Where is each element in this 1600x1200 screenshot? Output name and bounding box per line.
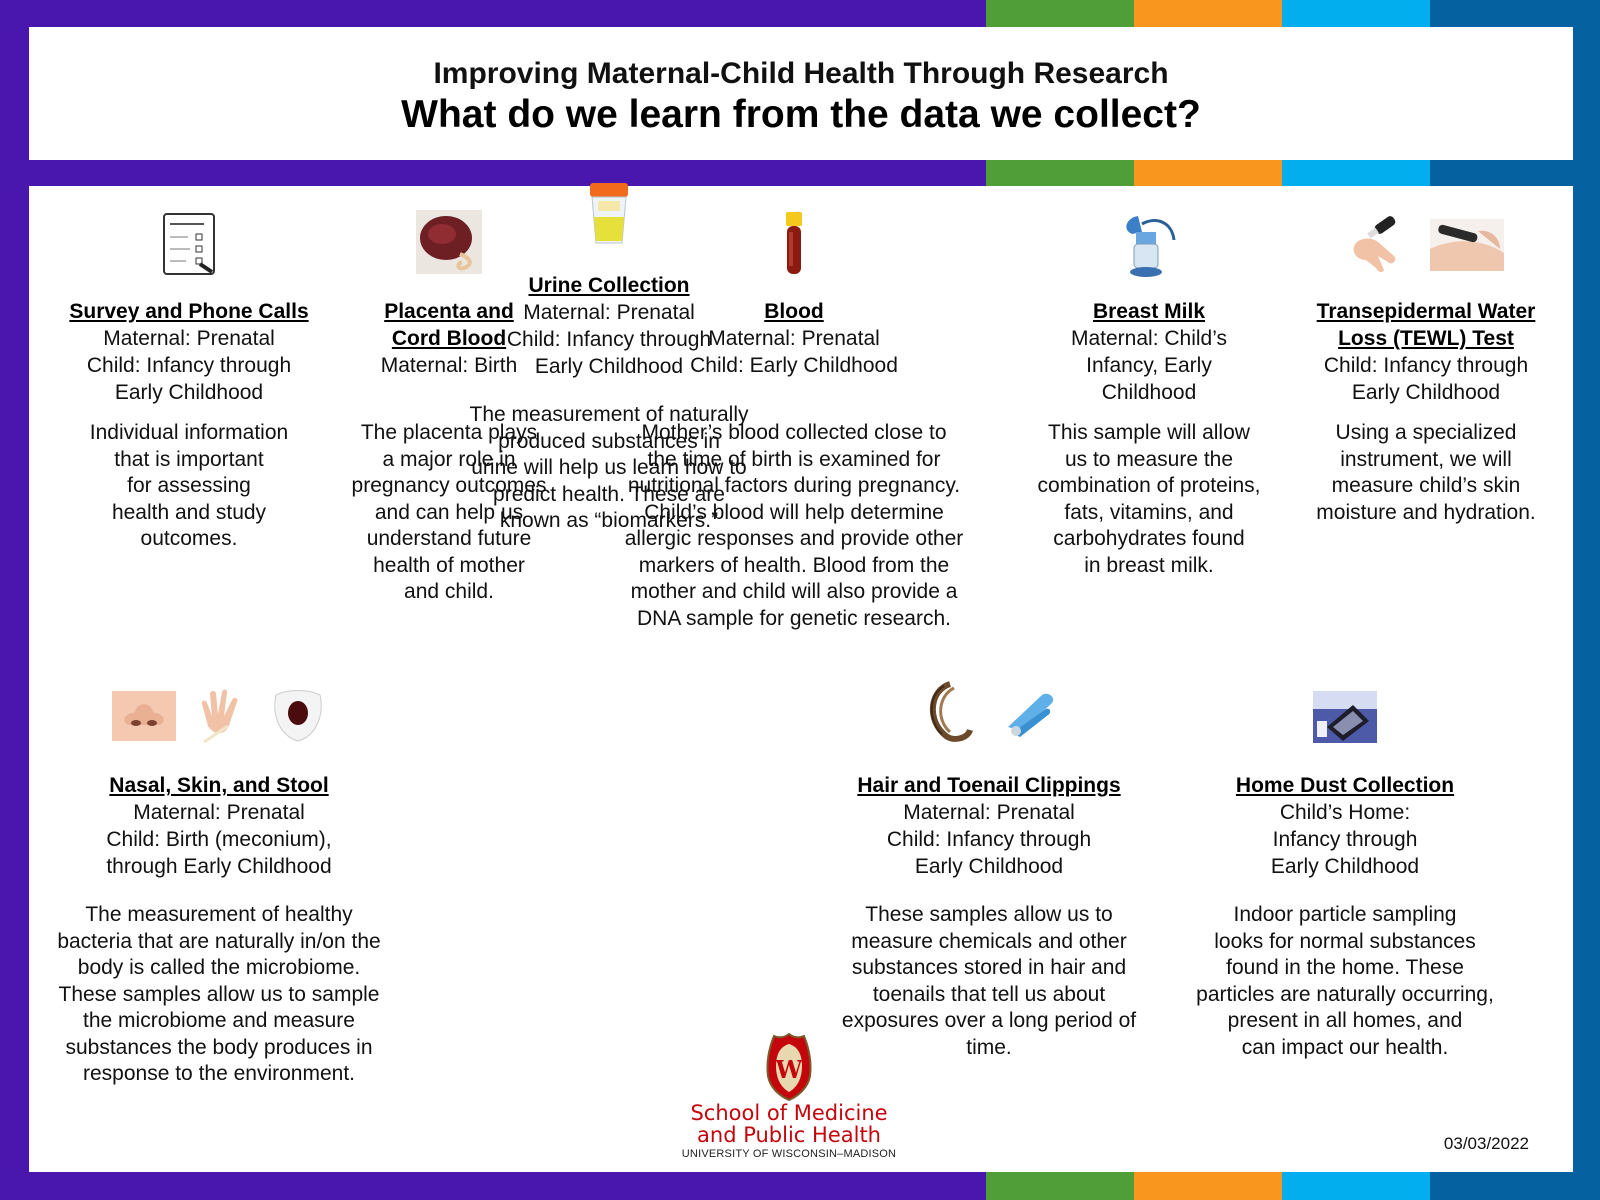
item-description	[39, 902, 399, 1088]
desc-line: produced substances in	[498, 429, 720, 453]
desc-line: found in the home. These	[1226, 956, 1464, 979]
desc-line: the microbiome and measure	[83, 1009, 355, 1032]
meta-line: Maternal: Birth	[380, 354, 518, 377]
desc-line: This sample will allow	[1048, 421, 1250, 444]
meta-line: Early Childhood	[1270, 855, 1420, 878]
desc-line: health and study	[111, 500, 267, 524]
desc-line: allergic responses and provide other	[624, 527, 964, 550]
title-line: Hair and Toenail Clippings	[857, 774, 1121, 797]
title-line: Survey and Phone Calls	[69, 300, 309, 323]
title-line: Blood	[764, 300, 824, 323]
item-description	[1291, 420, 1561, 526]
desc-line: Indoor particle sampling	[1233, 903, 1457, 926]
desc-line: body is called the microbiome.	[77, 956, 361, 979]
logo-university: UNIVERSITY OF WISCONSIN–MADISON	[681, 1148, 897, 1160]
diaper-icon	[270, 687, 326, 745]
page-subtitle: Improving Maternal-Child Health Through Research	[433, 57, 1169, 90]
desc-line: a major role in	[382, 447, 516, 471]
meta-line: Early Childhood	[114, 381, 264, 404]
desc-line: predict health. These are	[493, 482, 725, 506]
logo-school-line1: School of Medicine	[690, 1101, 888, 1125]
meta-line: Maternal: Prenatal	[103, 327, 275, 350]
desc-line: The measurement of healthy	[85, 903, 353, 926]
item-meta	[39, 799, 399, 880]
meta-line: Infancy, Early	[1086, 354, 1212, 377]
meta-line: Child: Infancy through	[86, 354, 292, 377]
item-meta	[1019, 325, 1279, 406]
meta-line: Child: Infancy through	[886, 828, 1092, 851]
desc-line: These samples allow us to sample	[58, 982, 380, 1006]
item-title	[449, 272, 769, 299]
desc-line: and can help us	[374, 500, 524, 524]
title-line: Home Dust Collection	[1235, 774, 1455, 797]
desc-line: bacteria that are naturally in/on the	[57, 929, 381, 953]
meta-line: Child: Early Childhood	[690, 354, 898, 377]
item-description	[1019, 420, 1279, 579]
item-title	[1019, 298, 1279, 325]
item-title	[39, 298, 339, 325]
desc-line: exposures over a long period of	[841, 1009, 1137, 1032]
desc-line: Individual information	[89, 421, 289, 444]
hand-probe-icon	[1348, 216, 1406, 274]
nose-icon	[112, 691, 176, 741]
uw-crest-icon	[764, 1032, 814, 1102]
item-title	[824, 772, 1154, 799]
item-meta	[1189, 799, 1501, 880]
meta-line: Child: Birth (meconium),	[106, 828, 332, 851]
item-meta	[39, 325, 339, 406]
bottom-color-bar	[0, 1172, 1600, 1200]
meta-line: Maternal: Prenatal	[523, 301, 695, 324]
desc-line: markers of health. Blood from the	[638, 553, 950, 577]
desc-line: pregnancy outcomes	[351, 474, 547, 497]
desc-line: particles are naturally occurring,	[1196, 982, 1494, 1006]
nail-clipper-icon	[1002, 687, 1058, 739]
desc-line: substances the body produces in	[65, 1035, 373, 1059]
meta-line: through Early Childhood	[106, 855, 332, 878]
desc-line: time.	[966, 1035, 1012, 1059]
blood-tube-icon	[782, 212, 806, 276]
title-line: Cord Blood	[391, 327, 507, 350]
meta-line: Early Childhood	[1351, 381, 1501, 404]
meta-line: Early Childhood	[534, 355, 684, 378]
desc-line: known as “biomarkers.”	[499, 509, 719, 532]
meta-line: Infancy through	[1272, 828, 1418, 851]
checklist-icon	[160, 212, 218, 276]
main-panel	[29, 186, 1573, 1172]
header-panel	[29, 27, 1573, 160]
meta-line: Maternal: Prenatal	[903, 801, 1075, 824]
meta-line: Child: Infancy through	[1323, 354, 1529, 377]
title-line: Urine Collection	[528, 274, 690, 297]
skin-probe-icon	[1430, 219, 1504, 271]
desc-line: mother and child will also provide a	[630, 580, 958, 603]
title-line: Placenta and	[384, 300, 514, 323]
desc-line: Child’s blood will help determine	[644, 500, 944, 524]
item-description	[449, 402, 769, 535]
desc-line: combination of proteins,	[1037, 474, 1261, 497]
desc-line: response to the environment.	[83, 1062, 355, 1085]
meta-line: Maternal: Prenatal	[708, 327, 880, 350]
desc-line: looks for normal substances	[1214, 929, 1476, 953]
item-description	[39, 420, 339, 553]
dust-collector-icon	[1313, 691, 1377, 743]
item-title	[39, 772, 399, 799]
desc-line: present in all homes, and	[1227, 1009, 1463, 1032]
meta-line: Childhood	[1101, 381, 1197, 404]
item-meta	[824, 799, 1154, 880]
item-title	[1189, 772, 1501, 799]
top-color-bar	[0, 0, 1600, 27]
desc-line: These samples allow us to	[865, 903, 1113, 926]
desc-line: The measurement of naturally	[469, 403, 749, 426]
desc-line: nutritional factors during pregnancy.	[627, 474, 961, 497]
desc-line: for assessing	[127, 474, 251, 497]
desc-line: fats, vitamins, and	[1064, 500, 1234, 524]
meta-line: Maternal: Child’s	[1070, 327, 1227, 350]
meta-line: Early Childhood	[914, 855, 1064, 878]
desc-line: that is important	[114, 447, 264, 471]
title-line: Breast Milk	[1092, 300, 1206, 323]
item-meta	[449, 299, 769, 380]
desc-line: Using a specialized	[1335, 421, 1517, 444]
middle-color-bar	[0, 160, 1600, 186]
urine-cup-icon	[586, 183, 632, 247]
meta-line: Child: Infancy through	[506, 328, 712, 351]
document-date: 03/03/2022	[1443, 1134, 1529, 1153]
item-meta	[1291, 352, 1561, 406]
desc-line: health of mother	[373, 553, 525, 577]
title-line: Nasal, Skin, and Stool	[109, 774, 329, 797]
desc-line: DNA sample for genetic research.	[637, 606, 951, 630]
desc-line: measure child’s skin	[1331, 474, 1521, 497]
meta-line: Child’s Home:	[1279, 801, 1411, 824]
uw-smph-logo	[669, 1032, 909, 1160]
page-title: What do we learn from the data we collect?	[401, 93, 1201, 136]
desc-line: Mother’s blood collected close to	[641, 421, 947, 444]
desc-line: substances stored in hair and	[851, 956, 1127, 979]
title-line: Transepidermal Water	[1316, 300, 1536, 323]
hair-icon	[920, 680, 976, 746]
desc-line: the time of birth is examined for	[647, 447, 941, 471]
desc-line: can impact our health.	[1241, 1035, 1449, 1059]
logo-school-line2: and Public Health	[697, 1123, 881, 1147]
title-line: Loss (TEWL) Test	[1338, 327, 1514, 350]
desc-line: carbohydrates found	[1053, 527, 1245, 550]
desc-line: us to measure the	[1064, 447, 1234, 471]
desc-line: outcomes.	[140, 527, 238, 550]
desc-line: instrument, we will	[1340, 447, 1512, 471]
desc-line: measure chemicals and other	[851, 929, 1127, 953]
item-description	[1189, 902, 1501, 1061]
desc-line: understand future	[366, 527, 532, 550]
crest-letter: W	[775, 1055, 803, 1084]
desc-line: in breast milk.	[1084, 553, 1214, 577]
breast-pump-icon	[1120, 212, 1178, 278]
desc-line: toenails that tell us about	[872, 982, 1106, 1006]
hand-swab-icon	[194, 686, 252, 746]
desc-line: and child.	[404, 580, 494, 603]
item-title	[1291, 298, 1561, 352]
desc-line: urine will help us learn how to	[471, 456, 747, 479]
desc-line: The placenta plays	[360, 421, 538, 444]
meta-line: Maternal: Prenatal	[133, 801, 305, 824]
desc-line: moisture and hydration.	[1316, 500, 1536, 524]
